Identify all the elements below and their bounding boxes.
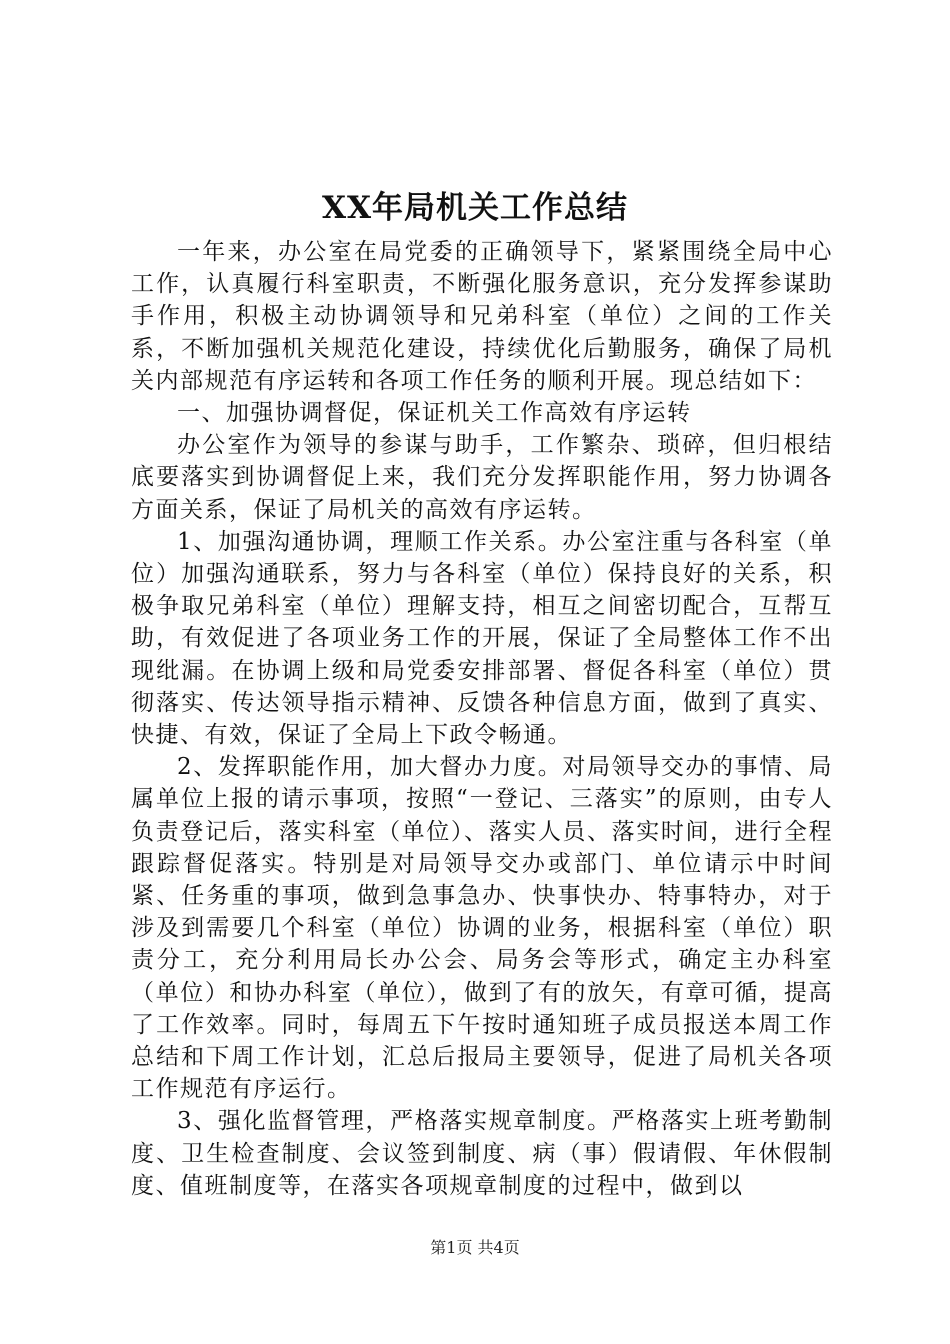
section-heading: 一、加强协调督促，保证机关工作高效有序运转 <box>177 400 692 427</box>
section-intro-paragraph: 办公室作为领导的参谋与助手，工作繁杂、琐碎，但归根结底要落实到协调督促上来，我们充分发挥职能作用，努力协调各方面关系，保证了局机关的高效有序运转。 <box>131 432 833 523</box>
intro-paragraph: 一年来，办公室在局党委的正确领导下，紧紧围绕全局中心工作，认真履行科室职责，不断强化服务意识，充分发挥参谋助手作用，积极主动协调领导和兄弟科室（单位）之间的工作关系，不断加强机关规范化建设，持续优化后勤服务，确保了局机关内部规范有序运转和各项工作任务的顺利开展。现总结如下： <box>131 239 833 394</box>
document-body <box>131 236 833 1202</box>
page-number-footer: 第1页 共4页 <box>430 1238 520 1257</box>
item-3-paragraph: 3、强化监督管理，严格落实规章制度。严格落实上班考勤制度、卫生检查制度、会议签到制度、病（事）假请假、年休假制度、值班制度等，在落实各项规章制度的过程中，做到以 <box>131 1108 833 1199</box>
item-2-paragraph: 2、发挥职能作用，加大督办力度。对局领导交办的事情、局属单位上报的请示事项，按照“一登记、三落实”的原则，由专人负责登记后，落实科室（单位）、落实人员、落实时间，进行全程跟踪督促落实。特别是对局领导交办或部门、单位请示中时间紧、任务重的事项，做到急事急办、快事快办、特事特办，对于涉及到需要几个科室（单位）协调的业务，根据科室（单位）职责分工，充分利用局长办公会、局务会等形式，确定主办科室（单位）和协办科室（单位），做到了有的放矢，有章可循，提高了工作效率。同时，每周五下午按时通知班子成员报送本周工作总结和下周工作计划，汇总后报局主要领导，促进了局机关各项工作规范有序运行。 <box>131 754 833 1103</box>
item-1-paragraph: 1、加强沟通协调，理顺工作关系。办公室注重与各科室（单位）加强沟通联系，努力与各科室（单位）保持良好的关系，积极争取兄弟科室（单位）理解支持，相互之间密切配合，互帮互助，有效促进了各项业务工作的开展，保证了全局整体工作不出现纰漏。在协调上级和局党委安排部署、督促各科室（单位）贯彻落实、传达领导指示精神、反馈各种信息方面，做到了真实、快捷、有效，保证了全局上下政令畅通。 <box>131 528 833 749</box>
document-title: XX年局机关工作总结 <box>321 190 629 226</box>
